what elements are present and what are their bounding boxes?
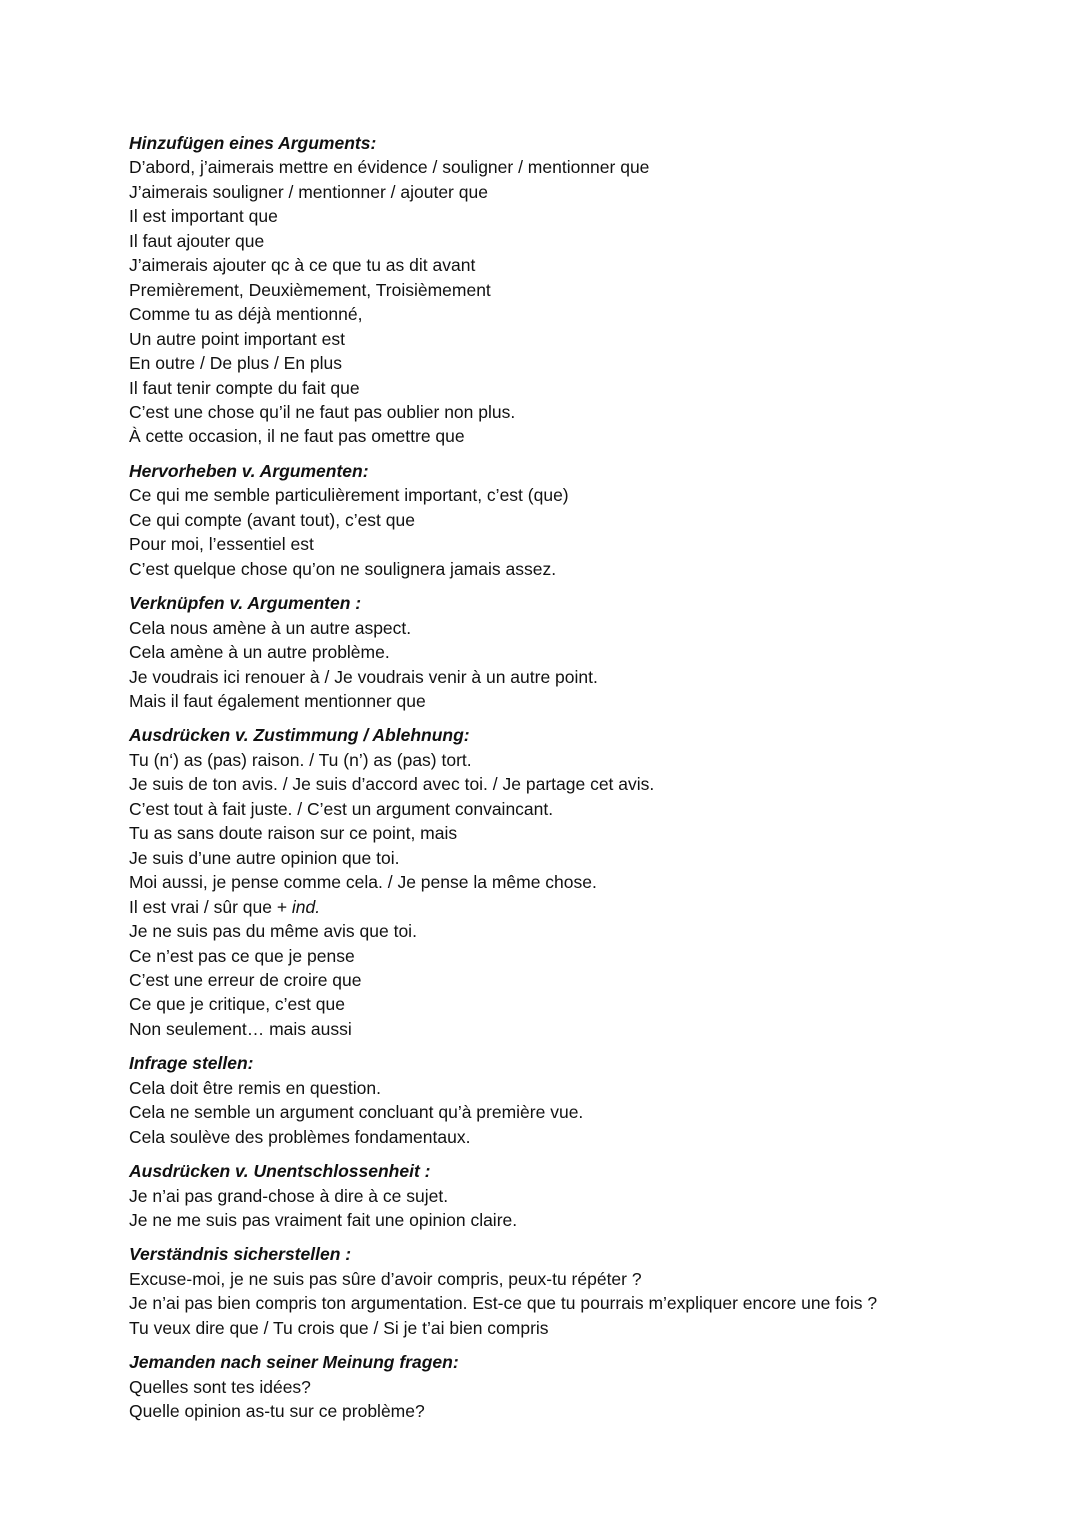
phrase-line: Un autre point important est bbox=[129, 328, 345, 349]
phrase-line: Je n’ai pas grand-chose à dire à ce sujet. bbox=[129, 1185, 449, 1206]
section-heading: Verständnis sicherstellen : bbox=[129, 1244, 352, 1265]
phrase-line: Pour moi, l’essentiel est bbox=[129, 534, 314, 555]
section-agreement-disagreement bbox=[129, 723, 1029, 1041]
phrase-line: Je n’ai pas bien compris ton argumentation. Est-ce que tu pourrais m’expliquer encore une fois ? bbox=[129, 1293, 878, 1314]
phrase-line: Premièrement, Deuxièmement, Troisièmement bbox=[129, 279, 491, 300]
phrase-line: Ce qui compte (avant tout), c’est que bbox=[129, 509, 415, 530]
phrase-line: J’aimerais ajouter qc à ce que tu as dit avant bbox=[129, 255, 476, 276]
phrase-line: Cela nous amène à un autre aspect. bbox=[129, 617, 412, 638]
phrase-line: Ce que je critique, c’est que bbox=[129, 994, 345, 1015]
phrase-line: Ce n’est pas ce que je pense bbox=[129, 945, 355, 966]
phrase-line: Moi aussi, je pense comme cela. / Je pense la même chose. bbox=[129, 872, 597, 893]
phrase-line: Il faut tenir compte du fait que bbox=[129, 377, 360, 398]
phrase-line: Cela soulève des problèmes fondamentaux. bbox=[129, 1126, 471, 1147]
phrase-line: Quelle opinion as-tu sur ce problème? bbox=[129, 1401, 425, 1422]
phrase-line: En outre / De plus / En plus bbox=[129, 353, 343, 374]
section-heading: Ausdrücken v. Zustimmung / Ablehnung: bbox=[129, 725, 470, 746]
grammar-note: ind. bbox=[291, 896, 321, 917]
section-asking-opinion bbox=[129, 1350, 1029, 1423]
phrase-line: Je suis d’une autre opinion que toi. bbox=[129, 847, 400, 868]
phrase-line: C’est quelque chose qu’on ne soulignera jamais assez. bbox=[129, 558, 557, 579]
section-heading: Hinzufügen eines Arguments: bbox=[129, 133, 377, 153]
phrase-line: Il est important que bbox=[129, 206, 278, 227]
section-heading: Verknüpfen v. Argumenten : bbox=[129, 593, 362, 614]
section-linking-arguments bbox=[129, 591, 1029, 713]
phrase-line: C’est une chose qu’il ne faut pas oublier non plus. bbox=[129, 401, 516, 422]
phrase-line: Tu as sans doute raison sur ce point, mais bbox=[129, 823, 458, 844]
phrase-line: Il faut ajouter que bbox=[129, 230, 265, 251]
section-questioning bbox=[129, 1051, 1029, 1149]
phrase-line: Tu (n‘) as (pas) raison. / Tu (n’) as (pas) tort. bbox=[129, 749, 472, 770]
section-ensuring-understanding bbox=[129, 1242, 1029, 1340]
phrase-text: Il est vrai / sûr que + bbox=[129, 896, 292, 917]
phrase-line: Cela doit être remis en question. bbox=[129, 1077, 381, 1098]
phrase-line: Tu veux dire que / Tu crois que / Si je t’ai bien compris bbox=[129, 1317, 549, 1338]
section-indecision bbox=[129, 1159, 1029, 1232]
phrase-line bbox=[129, 895, 1029, 919]
phrase-line: Je suis de ton avis. / Je suis d’accord avec toi. / Je partage cet avis. bbox=[129, 774, 655, 795]
phrase-line: Je voudrais ici renouer à / Je voudrais venir à un autre point. bbox=[129, 666, 598, 687]
phrase-line: J’aimerais souligner / mentionner / ajouter que bbox=[129, 181, 488, 202]
phrase-line: Cela amène à un autre problème. bbox=[129, 642, 390, 663]
phrase-line: Quelles sont tes idées? bbox=[129, 1376, 311, 1397]
phrase-line: C’est une erreur de croire que bbox=[129, 969, 362, 990]
section-heading: Infrage stellen: bbox=[129, 1053, 254, 1074]
phrase-line: Je ne suis pas du même avis que toi. bbox=[129, 921, 417, 942]
phrase-line: D’abord, j’aimerais mettre en évidence / souligner / mentionner que bbox=[129, 157, 650, 178]
phrase-line: À cette occasion, il ne faut pas omettre que bbox=[129, 426, 465, 447]
phrase-line: Excuse-moi, je ne suis pas sûre d’avoir compris, peux-tu répéter ? bbox=[129, 1268, 642, 1289]
section-heading: Ausdrücken v. Unentschlossenheit : bbox=[129, 1161, 431, 1182]
section-emphasizing-arguments bbox=[129, 459, 1029, 581]
phrase-line: Comme tu as déjà mentionné, bbox=[129, 304, 363, 325]
phrase-line: Ce qui me semble particulièrement important, c’est (que) bbox=[129, 485, 569, 506]
phrase-line: Je ne me suis pas vraiment fait une opinion claire. bbox=[129, 1210, 518, 1231]
phrase-line: Cela ne semble un argument concluant qu’à première vue. bbox=[129, 1102, 584, 1123]
section-heading: Jemanden nach seiner Meinung fragen: bbox=[129, 1352, 459, 1373]
phrase-line: Mais il faut également mentionner que bbox=[129, 690, 426, 711]
document-page bbox=[129, 131, 1029, 1434]
phrase-line: C’est tout à fait juste. / C’est un argument convaincant. bbox=[129, 798, 554, 819]
section-heading: Hervorheben v. Argumenten: bbox=[129, 460, 369, 481]
section-adding-argument bbox=[129, 131, 1029, 449]
phrase-line: Non seulement… mais aussi bbox=[129, 1018, 352, 1039]
